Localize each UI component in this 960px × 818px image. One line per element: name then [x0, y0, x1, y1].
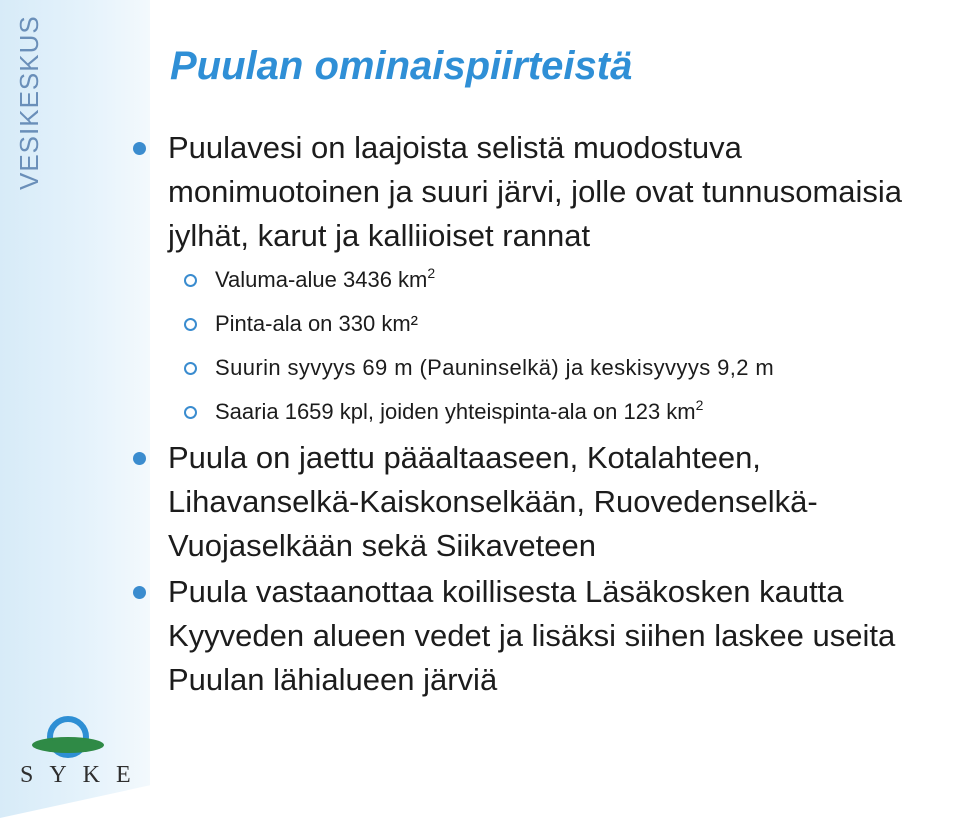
sub-bullet-item-1 [128, 258, 958, 302]
syke-logo-icon [30, 712, 106, 762]
syke-logo-text: SYKE [20, 762, 147, 788]
sub-bullet-item-4 [128, 390, 958, 434]
bullet-item-3 [128, 570, 958, 702]
bullet-item-1 [128, 126, 958, 258]
sub-bullet-text: Valuma-alue 3436 km [215, 267, 428, 292]
sub-bullet-text: Saaria 1659 kpl, joiden yhteispinta-ala on 123 km [215, 399, 696, 424]
bullet-text: Puula vastaanottaa koillisesta Läsäkosken kautta Kyyveden alueen vedet ja lisäksi siihen laskee useita Puulan lähialueen järviä [168, 574, 896, 697]
superscript: 2 [427, 265, 436, 281]
bullet-dot-icon [133, 142, 146, 155]
slide-content [128, 126, 958, 702]
sub-bullet-item-2 [128, 302, 958, 346]
superscript: 2 [695, 397, 704, 413]
sub-bullet-item-3 [128, 346, 958, 390]
hollow-bullet-icon [184, 362, 197, 375]
bullet-dot-icon [133, 586, 146, 599]
sub-bullet-text: Suurin syvyys 69 m (Pauninselkä) ja keskisyvyys 9,2 m [215, 355, 775, 380]
hollow-bullet-icon [184, 406, 197, 419]
bullet-dot-icon [133, 452, 146, 465]
hollow-bullet-icon [184, 318, 197, 331]
bullet-item-2 [128, 436, 958, 568]
slide-title: Puulan ominaispiirteistä [170, 44, 633, 88]
brand-vertical-text: VESIKESKUS [14, 15, 44, 190]
hollow-bullet-icon [184, 274, 197, 287]
sub-bullet-text: Pinta-ala on 330 km² [215, 311, 418, 336]
bullet-text: Puulavesi on laajoista selistä muodostuva monimuotoinen ja suuri järvi, jolle ovat tunnusomaisia jylhät, karut ja kalliioiset rannat [168, 130, 903, 253]
bullet-text: Puula on jaettu pääaltaaseen, Kotalahteen, Lihavanselkä-Kaiskonselkään, Ruovedenselkä-Vuojaselkään sekä Siikaveteen [168, 440, 818, 563]
